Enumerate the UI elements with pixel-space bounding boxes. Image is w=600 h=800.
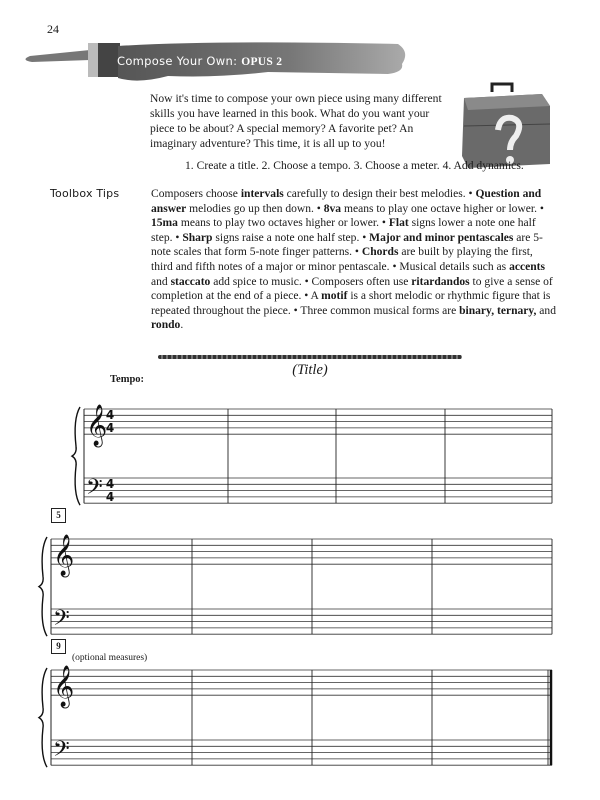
tip-text: . (180, 319, 184, 332)
tip-text: to give a sense of completion at the end of a piece. • A (151, 275, 553, 303)
tip-term: staccato (170, 275, 211, 288)
brace (39, 537, 47, 636)
brace (39, 668, 47, 767)
measure-number: 9 (51, 639, 66, 654)
tip-text: melodies go up then down. • (186, 202, 324, 215)
tempo-label: Tempo: (110, 374, 145, 385)
tip-term: Chords (361, 246, 399, 259)
tip-text: add spice to music. • Composers often use (210, 275, 412, 288)
tip-text: are built by playing the first, third and fifth notes of a major or minor pentascale. • Musical details such as (151, 246, 533, 273)
treble-clef-icon: 𝄞 (86, 405, 108, 447)
page-number: 24 (47, 22, 59, 36)
tip-term: Flat (388, 217, 409, 230)
tip-text: means to play one octave higher or lower. • (341, 202, 544, 215)
tip-text: are 5-note scales that form 5-note finger patterns. • (151, 231, 543, 259)
composition-steps: 1. Create a title. 2. Choose a tempo. 3. Choose a meter. 4. Add dynamics. (185, 159, 524, 172)
tip-term: 15ma (151, 217, 178, 230)
brace (72, 407, 80, 505)
time-signature-bottom: 4 (105, 489, 115, 504)
treble-clef-icon: 𝄞 (53, 666, 75, 708)
tip-term: Question and answer (151, 188, 542, 215)
title-placeholder: (Title) (292, 362, 328, 378)
tip-term: accents (509, 260, 545, 273)
time-signature-bottom: 4 (105, 420, 115, 435)
tip-text: signs raise a note one half step. • (212, 231, 370, 244)
tip-text: and (536, 304, 556, 317)
time-signature-top: 4 (105, 408, 115, 422)
intro-paragraph: Now it's time to compose your own piece using many different skills you have learned in this book. What do you want your piece to be about? A special memory? A favorite pet? An imaginary adventure? This time, it is all up to you! (150, 92, 442, 150)
tip-term: ritardandos (411, 275, 470, 288)
banner-title-script: Compose Your Own: (117, 54, 238, 68)
tip-term: 8va (323, 202, 342, 215)
optional-measures-label: (optional measures) (72, 653, 148, 663)
tip-term: binary, ternary, (459, 304, 537, 317)
tip-text: signs lower a note one half step. • (151, 217, 536, 244)
time-signature-top: 4 (105, 477, 115, 491)
bass-clef-icon: 𝄢 (53, 605, 70, 636)
treble-clef-icon: 𝄞 (53, 535, 75, 577)
tip-term: motif (321, 290, 348, 303)
tip-term: rondo (151, 319, 181, 332)
toolbox-tips-heading: Toolbox Tips (50, 187, 120, 200)
tip-term: Sharp (182, 231, 213, 244)
measure-number: 5 (51, 508, 66, 523)
time-signature (104, 409, 116, 434)
tip-text: is a short melodic or rhythmic figure that is repeated throughout the piece. • Three common musical forms are (151, 290, 551, 317)
tip-term: Major and minor pentascales (369, 231, 514, 244)
bass-clef-icon: 𝄢 (86, 474, 103, 505)
tip-text: carefully to design their best melodies. • (283, 188, 476, 200)
tip-text: Composers choose (151, 188, 241, 200)
tip-text: means to play two octaves higher or lower. • (177, 217, 389, 230)
tip-text: and (151, 275, 171, 288)
tip-term: intervals (240, 188, 284, 200)
banner-title-bold: OPUS 2 (241, 56, 283, 68)
time-signature (104, 478, 116, 503)
bass-clef-icon: 𝄢 (53, 736, 70, 767)
